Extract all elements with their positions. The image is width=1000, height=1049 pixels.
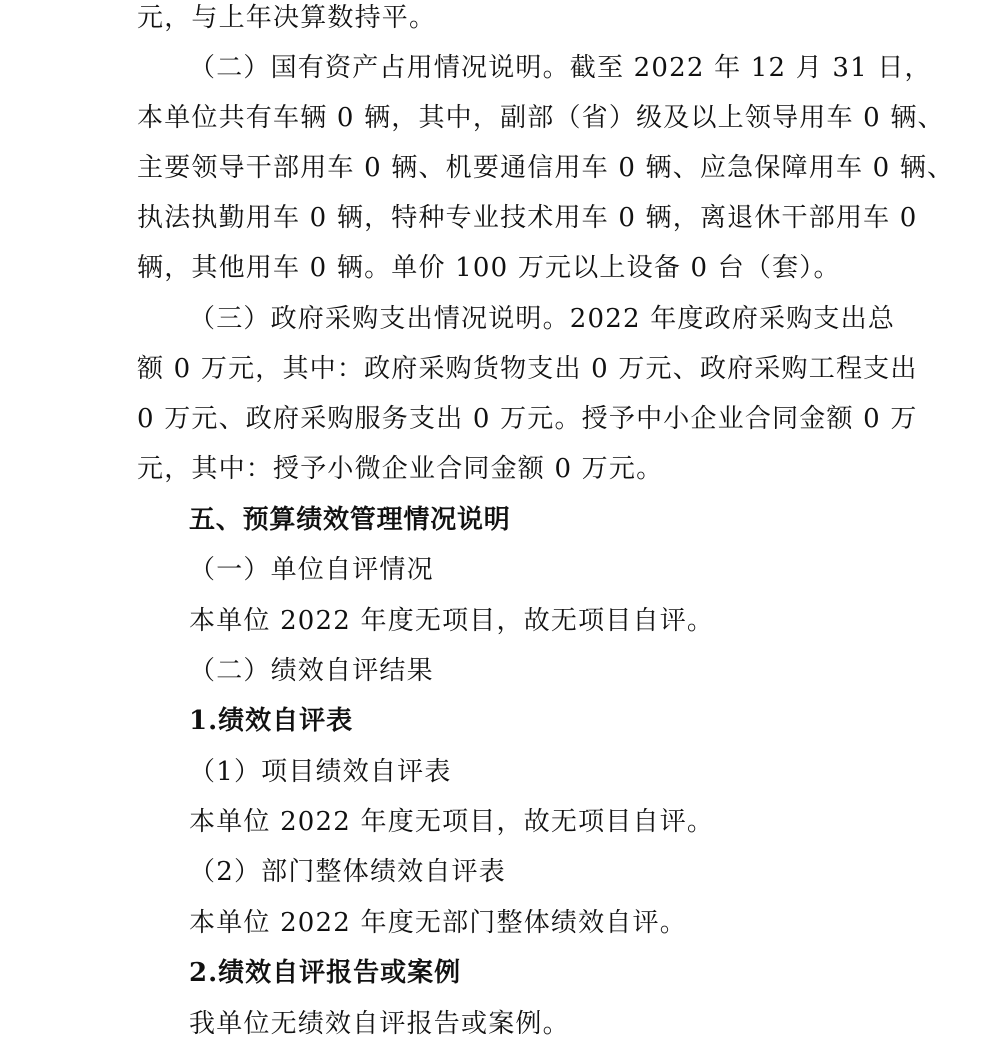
subheading-unit-self-evaluation: （一）单位自评情况 — [189, 555, 434, 585]
paragraph-line: 执法执勤用车 0 辆，特种专业技术用车 0 辆，离退休干部用车 0 — [137, 203, 918, 233]
subheading-project-table: （1）项目绩效自评表 — [189, 757, 452, 787]
paragraph-line: 元，其中：授予小微企业合同金额 0 万元。 — [137, 454, 664, 484]
paragraph-line: 我单位无绩效自评报告或案例。 — [189, 1009, 570, 1039]
paragraph-line: 主要领导干部用车 0 辆、机要通信用车 0 辆、应急保障用车 0 辆、 — [137, 153, 955, 183]
paragraph-line: 本单位 2022 年度无项目，故无项目自评。 — [189, 606, 715, 636]
heading-performance-management: 五、预算绩效管理情况说明 — [189, 505, 511, 535]
paragraph-line: 本单位共有车辆 0 辆，其中，副部（省）级及以上领导用车 0 辆、 — [137, 103, 945, 133]
subheading-department-table: （2）部门整体绩效自评表 — [189, 857, 506, 887]
subheading-report-or-case: 2.绩效自评报告或案例 — [189, 958, 462, 988]
paragraph-line: 0 万元、政府采购服务支出 0 万元。授予中小企业合同金额 0 万 — [137, 404, 918, 434]
paragraph-line: 本单位 2022 年度无部门整体绩效自评。 — [189, 908, 687, 938]
subheading-self-evaluation-results: （二）绩效自评结果 — [189, 656, 434, 686]
paragraph-line: 元，与上年决算数持平。 — [137, 3, 437, 33]
subheading-self-evaluation-table: 1.绩效自评表 — [189, 706, 354, 736]
paragraph-line: 额 0 万元，其中：政府采购货物支出 0 万元、政府采购工程支出 — [137, 354, 918, 384]
section-state-assets-line: （二）国有资产占用情况说明。截至 2022 年 12 月 31 日， — [189, 53, 932, 83]
section-procurement-line: （三）政府采购支出情况说明。2022 年度政府采购支出总 — [189, 304, 896, 334]
paragraph-line: 本单位 2022 年度无项目，故无项目自评。 — [189, 807, 715, 837]
paragraph-line: 辆，其他用车 0 辆。单价 100 万元以上设备 0 台（套）。 — [137, 253, 841, 283]
